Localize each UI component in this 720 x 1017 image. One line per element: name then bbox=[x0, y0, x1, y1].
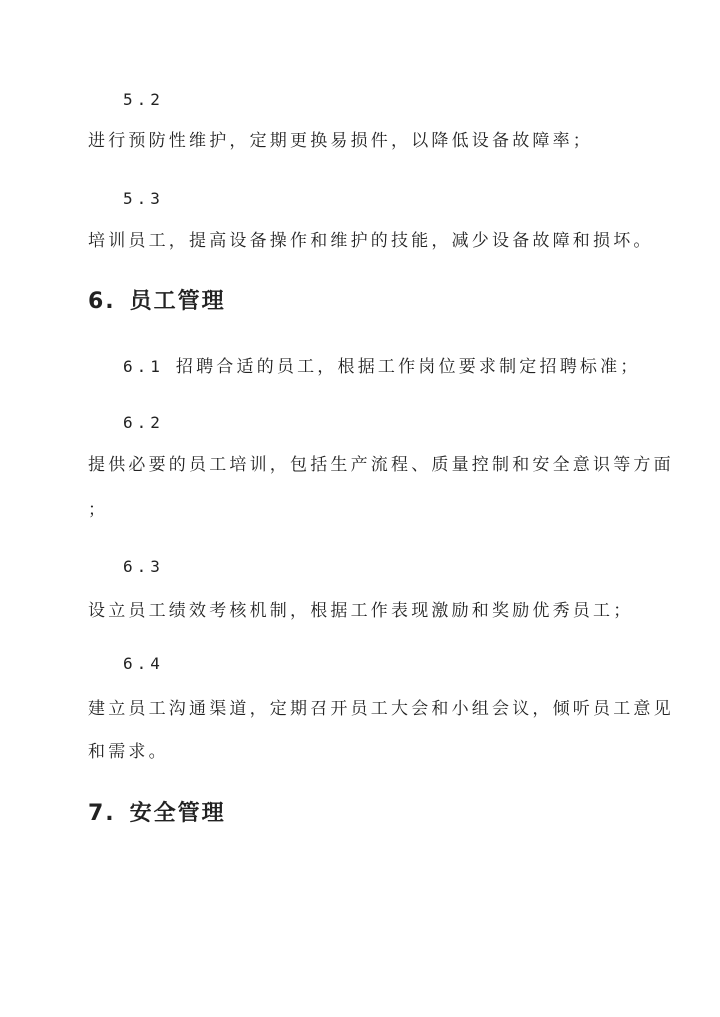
item-text-5-3: 培训员工，提高设备操作和维护的技能，减少设备故障和损坏。 bbox=[88, 231, 654, 251]
item-text-6-4-line1: 建立员工沟通渠道，定期召开员工大会和小组会议，倾听员工意见 bbox=[88, 699, 674, 719]
item-text-6-3: 设立员工绩效考核机制，根据工作表现激励和奖励优秀员工； bbox=[88, 601, 634, 621]
section-heading-7-number: 7. bbox=[88, 801, 116, 826]
section-heading-7-title: 安全管理 bbox=[129, 801, 226, 826]
item-text-6-2-line2: ； bbox=[88, 500, 109, 520]
item-text-5-2: 进行预防性维护，定期更换易损件，以降低设备故障率； bbox=[88, 131, 593, 151]
section-heading-7 bbox=[88, 803, 226, 825]
section-heading-6 bbox=[88, 291, 226, 313]
section-heading-6-title: 员工管理 bbox=[129, 289, 226, 314]
item-number-5-3: 5.3 bbox=[123, 189, 164, 208]
item-text-6-4-line2: 和需求。 bbox=[88, 742, 169, 762]
item-text-6-2-line1: 提供必要的员工培训，包括生产流程、质量控制和安全意识等方面 bbox=[88, 455, 674, 475]
section-heading-6-number: 6. bbox=[88, 289, 116, 314]
item-number-6-1: 6.1 bbox=[123, 357, 164, 376]
item-number-6-4: 6.4 bbox=[123, 654, 164, 673]
item-number-6-3: 6.3 bbox=[123, 557, 164, 576]
item-number-6-2: 6.2 bbox=[123, 413, 164, 432]
item-number-5-2: 5.2 bbox=[123, 90, 164, 109]
item-text-6-1: 招聘合适的员工，根据工作岗位要求制定招聘标准； bbox=[175, 357, 641, 377]
item-6-1 bbox=[123, 359, 641, 376]
